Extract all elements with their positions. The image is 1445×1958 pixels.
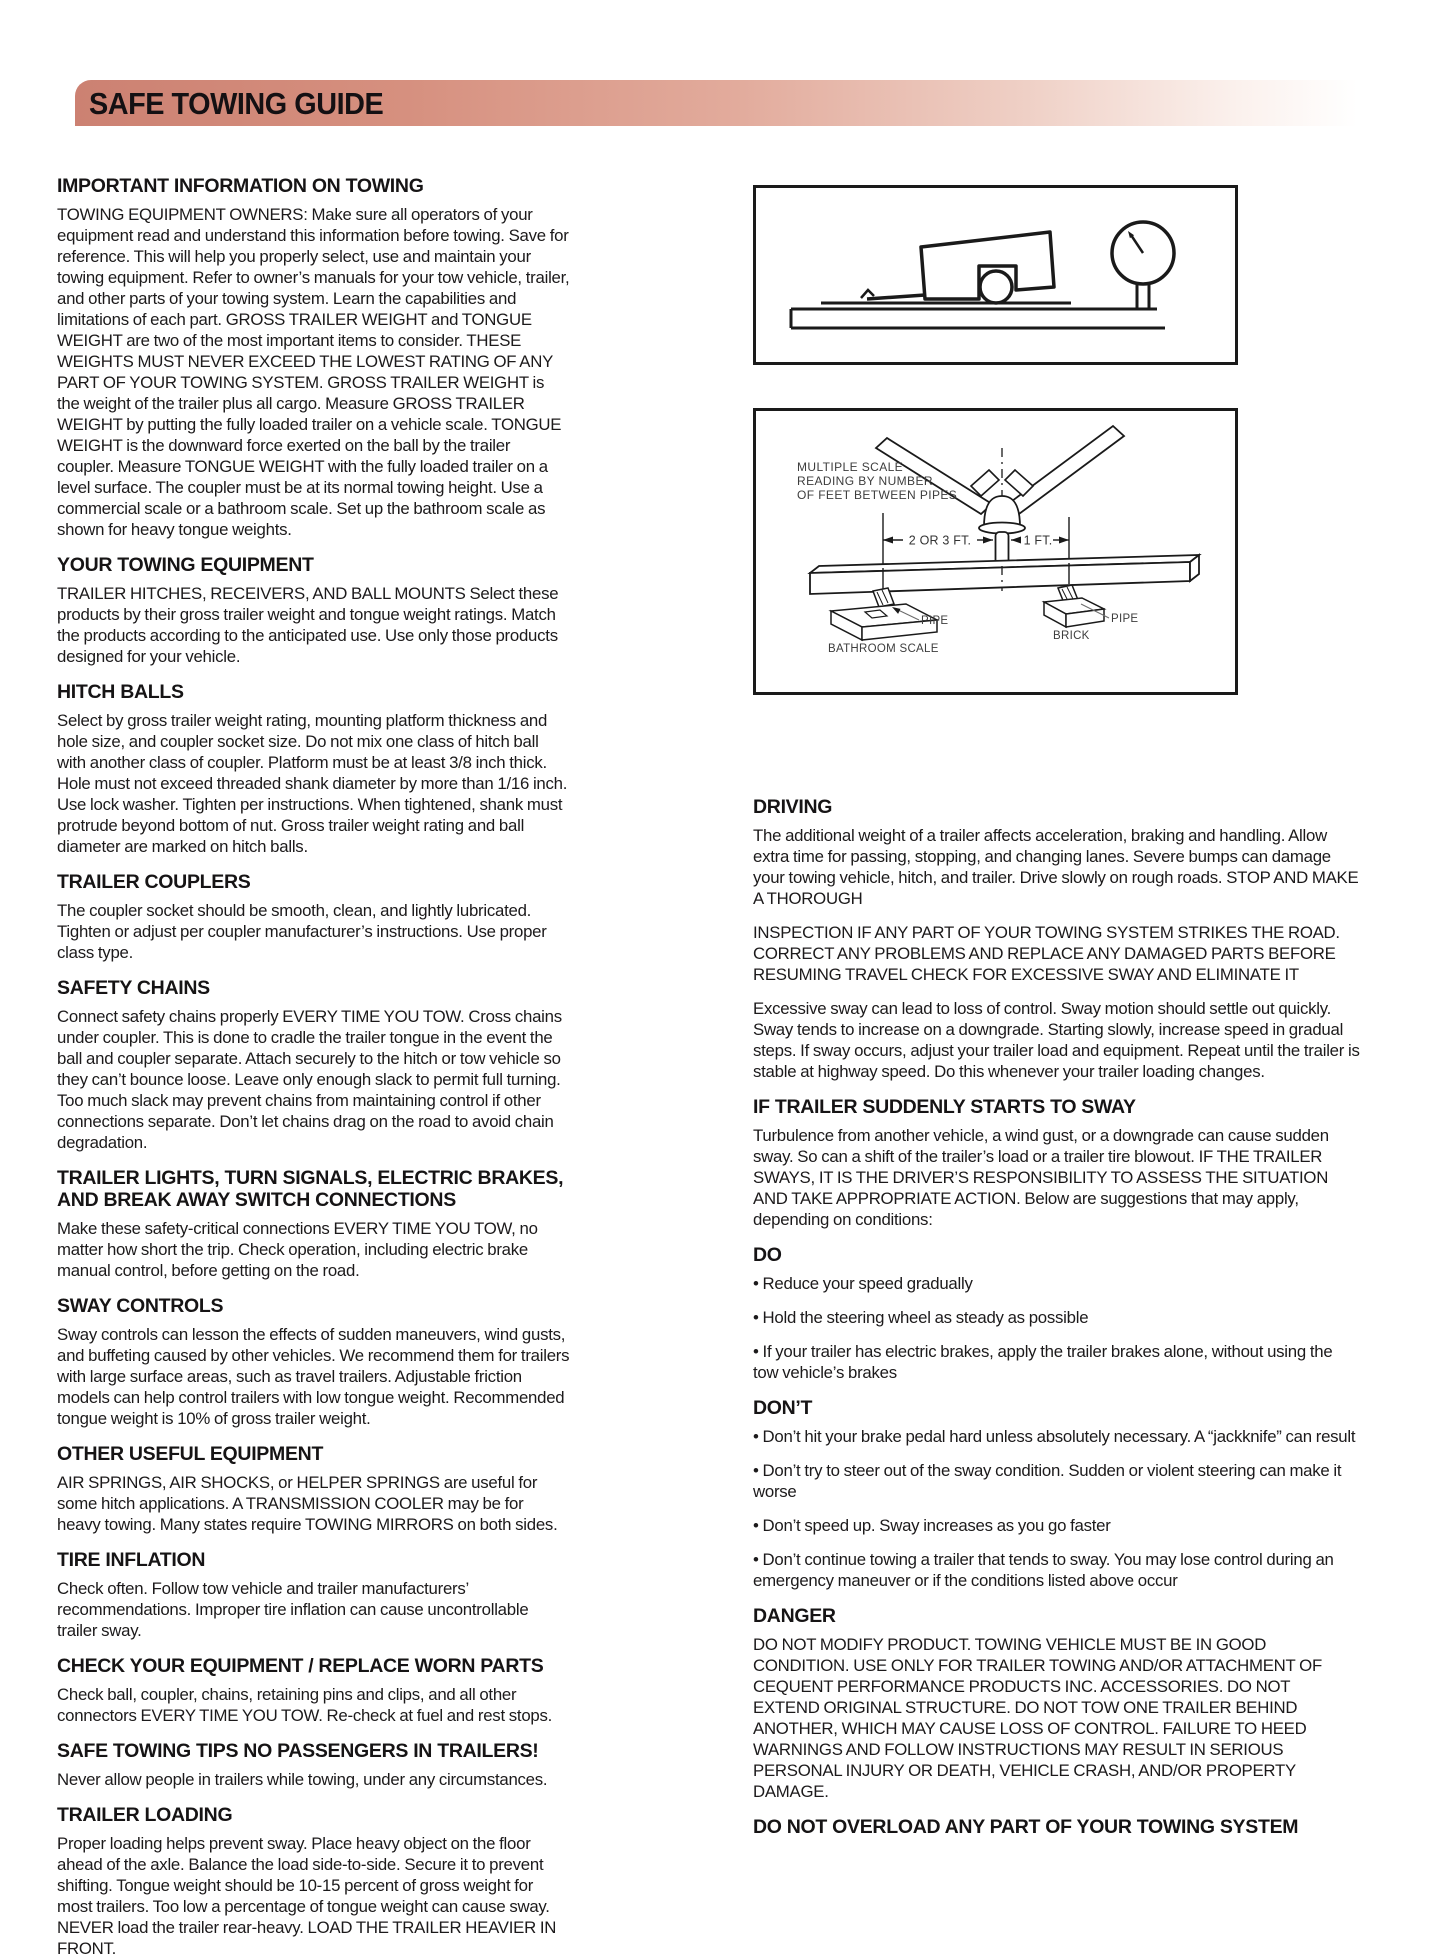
- diagram-note-line1: MULTIPLE SCALE: [797, 460, 904, 474]
- section-heading: IF TRAILER SUDDENLY STARTS TO SWAY: [753, 1096, 1136, 1118]
- section-heading: TRAILER LIGHTS, TURN SIGNALS, ELECTRIC BRAKES, AND BREAK AWAY SWITCH CONNECTIONS: [57, 1167, 564, 1211]
- section-heading: SAFETY CHAINS: [57, 977, 210, 999]
- diagram-label-pipe-left: PIPE: [921, 615, 949, 627]
- section-heading: DRIVING: [753, 796, 833, 818]
- diagram-label-bathroom-scale: BATHROOM SCALE: [828, 643, 939, 655]
- section-body-text: Excessive sway can lead to loss of control. Sway motion should settle out quickly. Sway tends to increase on a downgrade. Starting slowly, increase speed in gradual steps. If sway occurs, adjust your trailer load and equipment. Repeat until the trailer is stable at highway speed. Do this whenever your trailer loading changes.: [753, 999, 1360, 1081]
- bullet-item: • Reduce your speed gradually: [753, 1273, 1360, 1294]
- section-body-text: Check ball, coupler, chains, retaining pins and clips, and all other connectors EVERY TIME YOU TOW. Re-check at fuel and rest stops.: [57, 1685, 553, 1725]
- dim-label-right: 1 FT.: [1023, 533, 1053, 548]
- section-body-text: INSPECTION IF ANY PART OF YOUR TOWING SYSTEM STRIKES THE ROAD. CORRECT ANY PROBLEMS AND REPLACE ANY DAMAGED PARTS BEFORE RESUMING TRAVEL CHECK FOR EXCESSIVE SWAY AND ELIMINATE IT: [753, 923, 1340, 984]
- section: [57, 681, 570, 857]
- bullet-item: • If your trailer has electric brakes, apply the trailer brakes alone, without using the tow vehicle’s brakes: [753, 1341, 1360, 1383]
- section-heading: OTHER USEFUL EQUIPMENT: [57, 1443, 324, 1465]
- section-body-text: AIR SPRINGS, AIR SHOCKS, or HELPER SPRINGS are useful for some hitch applications. A TRANSMISSION COOLER may be for heavy towing. Many states require TOWING MIRRORS on both sides.: [57, 1473, 558, 1534]
- bullet-item: • Don’t try to steer out of the sway condition. Sudden or violent steering can make it worse: [753, 1460, 1360, 1502]
- section: [753, 1244, 1360, 1383]
- section: [753, 796, 1360, 909]
- section: [753, 1096, 1360, 1230]
- section-body-text: The additional weight of a trailer affects acceleration, braking and handling. Allow extra time for passing, stopping, and changing lanes. Severe bumps can damage your towing vehicle, hitch, and trailer. Drive slowly on rough roads. STOP AND MAKE A THOROUGH: [753, 826, 1359, 908]
- section: [57, 1804, 570, 1958]
- section: [57, 1443, 570, 1535]
- vehicle-scale-diagram-svg: [753, 185, 1238, 365]
- section: [57, 1549, 570, 1641]
- diagram-note-line3: OF FEET BETWEEN PIPES: [797, 488, 958, 502]
- section-heading: SAFE TOWING TIPS NO PASSENGERS IN TRAILERS!: [57, 1740, 539, 1762]
- section-heading: TRAILER COUPLERS: [57, 871, 251, 893]
- section-body-text: Make these safety-critical connections EVERY TIME YOU TOW, no matter how short the trip. Check operation, including electric brake manual control, before getting on the road.: [57, 1219, 538, 1280]
- right-text-sections: [753, 796, 1360, 1838]
- section: [57, 1740, 570, 1790]
- section-heading: IMPORTANT INFORMATION ON TOWING: [57, 175, 424, 197]
- section-body-text: Connect safety chains properly EVERY TIME YOU TOW. Cross chains under coupler. This is done to cradle the trailer tongue in the event the ball and coupler separate. Attach securely to the hitch or tow vehicle so they can’t bounce loose. Leave only enough slack to permit full turning. Too much slack may prevent chains from maintaining control if other connections separate. Don’t let chains drag on the road to avoid chain degradation.: [57, 1007, 562, 1152]
- page-title: SAFE TOWING GUIDE: [88, 86, 384, 121]
- section: [753, 1816, 1360, 1838]
- diagram-trailer-on-vehicle-scale: [753, 185, 1360, 370]
- bullet-item: • Don’t hit your brake pedal hard unless absolutely necessary. A “jackknife” can result: [753, 1426, 1360, 1447]
- section-body-text: Select by gross trailer weight rating, mounting platform thickness and hole size, and coupler socket size. Do not mix one class of hitch ball with another class of coupler. Platform must be at least 3/8 inch thick. Hole must not exceed threaded shank diameter by more than 1/16 inch. Use lock washer. Tighten per instructions. When tightened, shank must protrude beyond bottom of nut. Gross trailer weight rating and ball diameter are marked on hitch balls.: [57, 711, 568, 856]
- section-body-text: Proper loading helps prevent sway. Place heavy object on the floor ahead of the axle. Balance the load side-to-side. Secure it to prevent shifting. Tongue weight should be 10-15 percent of gross weight for most trailers. Too low a percentage of tongue weight can cause sway. NEVER load the trailer rear-heavy. LOAD THE TRAILER HEAVIER IN FRONT.: [57, 1834, 557, 1958]
- section: [753, 998, 1360, 1082]
- section-body-text: Sway controls can lesson the effects of sudden maneuvers, wind gusts, and buffeting caused by other vehicles. We recommend them for trailers with large surface areas, such as travel trailers. Adjustable friction models can help control trailers with low tongue weight. Recommended tongue weight is 10% of gross trailer weight.: [57, 1325, 570, 1428]
- section: [57, 1655, 570, 1726]
- section-heading: DO NOT OVERLOAD ANY PART OF YOUR TOWING SYSTEM: [753, 1816, 1299, 1838]
- section: [57, 554, 570, 667]
- section: [57, 175, 570, 540]
- right-column: [753, 168, 1360, 1845]
- section: [753, 1605, 1360, 1802]
- section-body-text: Check often. Follow tow vehicle and trailer manufacturers’ recommendations. Improper tire inflation can cause uncontrollable trailer sway.: [57, 1579, 529, 1640]
- diagram-label-brick: BRICK: [1053, 630, 1090, 642]
- section-body-text: DO NOT MODIFY PRODUCT. TOWING VEHICLE MUST BE IN GOOD CONDITION. USE ONLY FOR TRAILER TOWING AND/OR ATTACHMENT OF CEQUENT PERFORMANCE PRODUCTS INC. ACCESSORIES. DO NOT EXTEND ORIGINAL STRUCTURE. DO NOT TOW ONE TRAILER BEHIND ANOTHER, WHICH MAY CAUSE LOSS OF CONTROL. FAILURE TO HEED WARNINGS AND FOLLOW INSTRUCTIONS MAY RESULT IN SERIOUS PERSONAL INJURY OR DEATH, VEHICLE CRASH, AND/OR PROPERTY DAMAGE.: [753, 1635, 1322, 1801]
- section-body-text: Turbulence from another vehicle, a wind gust, or a downgrade can cause sudden sway. So can a shift of the trailer’s load or a trailer tire blowout. IF THE TRAILER SWAYS, IT IS THE DRIVER’S RESPONSIBILITY TO ASSESS THE SITUATION AND TAKE APPROPRIATE ACTION. Below are suggestions that may apply, depending on conditions:: [753, 1126, 1329, 1229]
- section-heading: DON’T: [753, 1397, 813, 1419]
- section-body-text: TOWING EQUIPMENT OWNERS: Make sure all operators of your equipment read and understand this information before towing. Save for reference. This will help you properly select, use and maintain your towing equipment. Refer to owner’s manuals for your tow vehicle, trailer, and other parts of your towing system. Learn the capabilities and limitations of each part. GROSS TRAILER WEIGHT and TONGUE WEIGHT are two of the most important items to consider. THESE WEIGHTS MUST NEVER EXCEED THE LOWEST RATING OF ANY PART OF YOUR TOWING SYSTEM. GROSS TRAILER WEIGHT is the weight of the trailer plus all cargo. Measure GROSS TRAILER WEIGHT by putting the fully loaded trailer on a vehicle scale. TONGUE WEIGHT is the downward force exerted on the ball by the trailer coupler. Measure TONGUE WEIGHT with the fully loaded trailer on a level surface. The coupler must be at its normal towing height. Use a commercial scale or a bathroom scale. Set up the bathroom scale as shown for heavy tongue weights.: [57, 205, 570, 539]
- section: [57, 1295, 570, 1429]
- section: [57, 1167, 570, 1281]
- title-bar: [75, 80, 1397, 126]
- diagram-note-line2: READING BY NUMBER: [797, 474, 933, 488]
- bullet-item: • Don’t speed up. Sway increases as you go faster: [753, 1515, 1360, 1536]
- section-heading: SWAY CONTROLS: [57, 1295, 224, 1317]
- section: [753, 922, 1360, 985]
- section-heading: YOUR TOWING EQUIPMENT: [57, 554, 314, 576]
- section: [57, 977, 570, 1153]
- section-body-text: TRAILER HITCHES, RECEIVERS, AND BALL MOUNTS Select these products by their gross trailer weight and tongue weight ratings. Match the products according to the anticipated use. Use only those products designed for your vehicle.: [57, 584, 559, 666]
- diagram-label-pipe-right: PIPE: [1111, 613, 1139, 625]
- section-heading: DO: [753, 1244, 782, 1266]
- diagram-bathroom-scale-setup: [753, 408, 1360, 700]
- dim-label-left: 2 OR 3 FT.: [908, 533, 972, 548]
- bathroom-scale-diagram-svg: [753, 408, 1238, 695]
- bullet-item: • Hold the steering wheel as steady as possible: [753, 1307, 1360, 1328]
- left-column: [57, 175, 570, 1958]
- section-body-text: The coupler socket should be smooth, clean, and lightly lubricated. Tighten or adjust per coupler manufacturer’s instructions. Use proper class type.: [57, 901, 547, 962]
- section-heading: TRAILER LOADING: [57, 1804, 233, 1826]
- section: [753, 1397, 1360, 1591]
- section: [57, 871, 570, 963]
- section-heading: HITCH BALLS: [57, 681, 184, 703]
- section-body-text: Never allow people in trailers while towing, under any circumstances.: [57, 1770, 548, 1789]
- section-heading: TIRE INFLATION: [57, 1549, 206, 1571]
- section-heading: DANGER: [753, 1605, 836, 1627]
- section-heading: CHECK YOUR EQUIPMENT / REPLACE WORN PARTS: [57, 1655, 544, 1677]
- bullet-item: • Don’t continue towing a trailer that tends to sway. You may lose control during an emergency maneuver or if the conditions listed above occur: [753, 1549, 1360, 1591]
